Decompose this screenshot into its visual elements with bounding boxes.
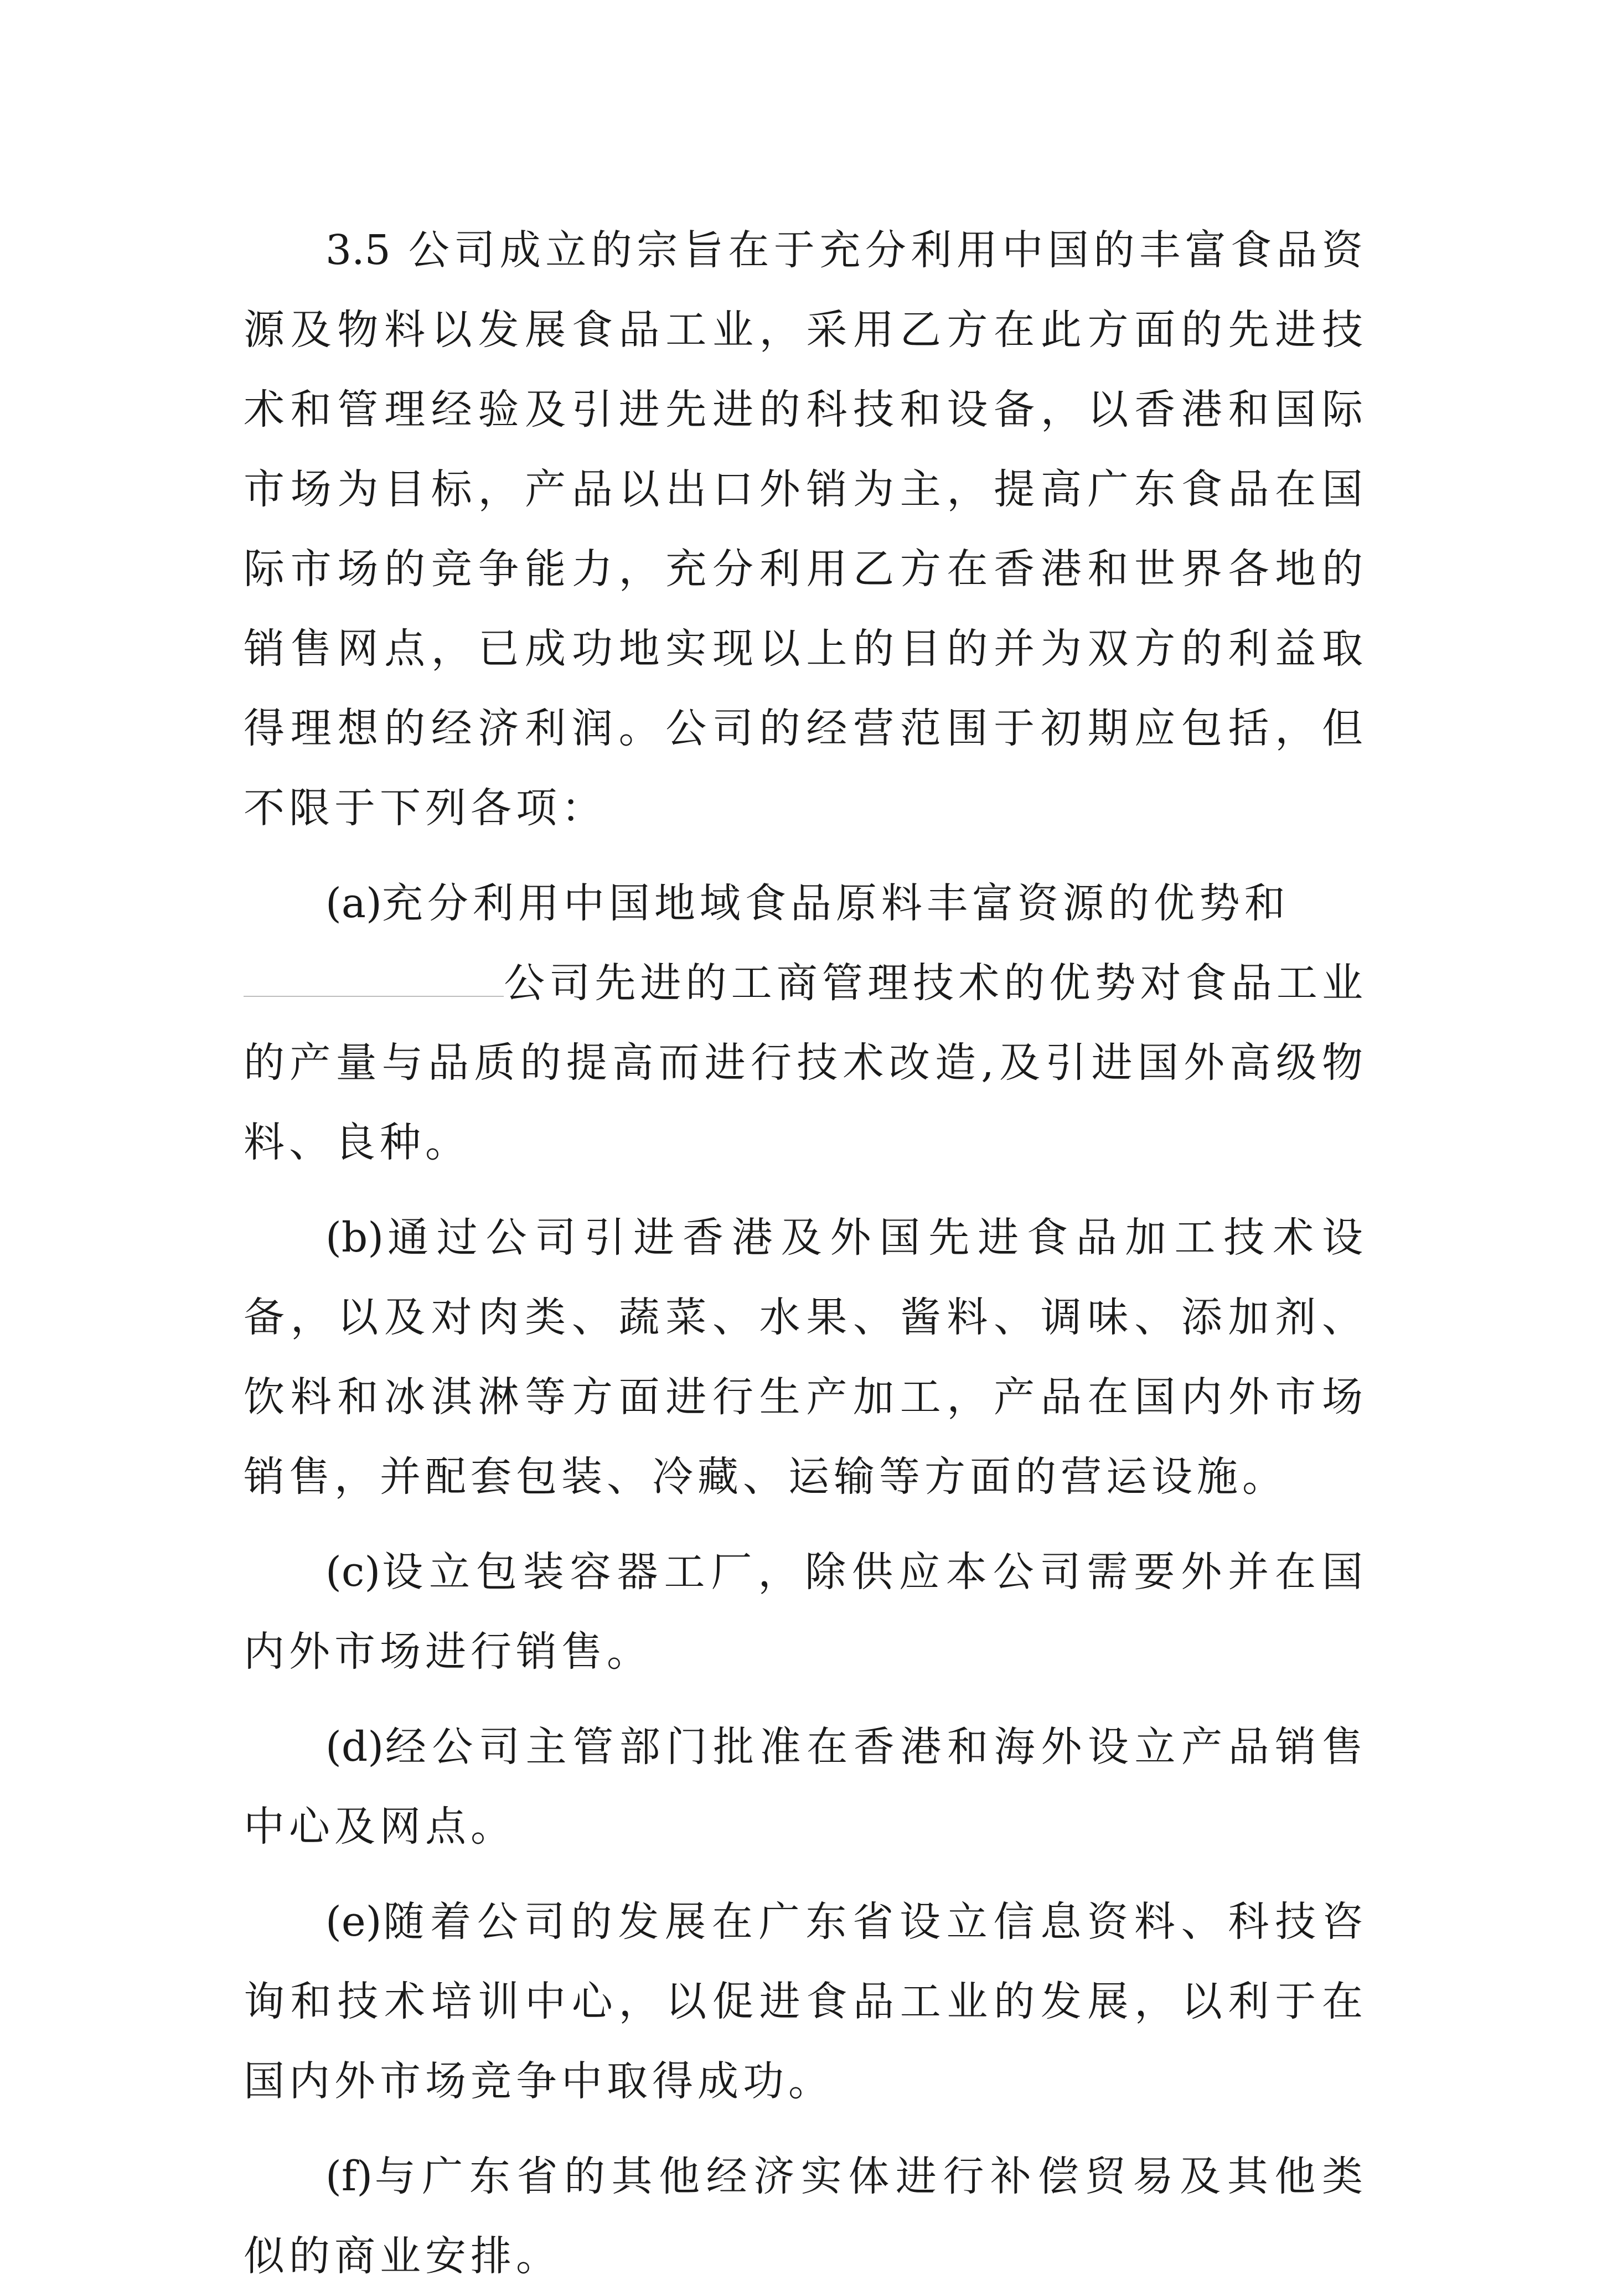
item-e-text: 随着公司的发展在广东省设立信息资料、科技咨询和技术培训中心，以促进食品工业的发展，以利于在国内外市场竞争中取得成功。 [244, 1898, 1367, 2105]
document-body [244, 210, 1367, 2296]
item-d-text: 经公司主管部门批准在香港和海外设立产品销售中心及网点。 [244, 1723, 1367, 1850]
item-a-text-before-blank: 充分利用中国地域食品原料丰富资源的优势和 [381, 880, 1290, 927]
section-3-5-text: 公司成立的宗旨在于充分利用中国的丰富食品资源及物料以发展食品工业，采用乙方在此方面的先进技术和管理经验及引进先进的科技和设备，以香港和国际市场为目标，产品以出口外销为主，提高广东食品在国际市场的竞争能力，充分利用乙方在香港和世界各地的销售网点，已成功地实现以上的目的并为双方的利益取得理想的经济利润。公司的经营范围于初期应包括，但不限于下列各项： [244, 226, 1367, 832]
item-a-label: (a) [325, 880, 382, 927]
item-b-text: 通过公司引进香港及外国先进食品加工技术设备，以及对肉类、蔬菜、水果、酱料、调味、添加剂、饮料和冰淇淋等方面进行生产加工，产品在国内外市场销售，并配套包装、冷藏、运输等方面的营运设施。 [244, 1214, 1367, 1501]
item-b-paragraph [244, 1198, 1367, 1517]
item-d-label: (d) [325, 1723, 384, 1771]
item-f-text: 与广东省的其他经济实体进行补偿贸易及其他类似的商业安排。 [244, 2153, 1367, 2280]
item-b-label: (b) [325, 1214, 384, 1261]
item-e-paragraph [244, 1882, 1367, 2121]
item-f-label: (f) [325, 2153, 373, 2200]
section-number: 3.5 [325, 226, 391, 274]
item-e-label: (e) [325, 1898, 382, 1946]
item-f-paragraph [244, 2137, 1367, 2296]
item-a-text-after-blank: 公司先进的工商管理技术的优势对食品工业的产量与品质的提高而进行技术改造,及引进国外高级物料、良种。 [244, 959, 1367, 1166]
item-c-paragraph [244, 1532, 1367, 1692]
item-a-paragraph [244, 863, 1367, 1182]
fill-in-blank [244, 990, 504, 997]
item-c-label: (c) [325, 1548, 381, 1596]
item-c-text: 设立包装容器工厂，除供应本公司需要外并在国内外市场进行销售。 [244, 1548, 1367, 1676]
item-d-paragraph [244, 1707, 1367, 1866]
section-3-5-paragraph [244, 210, 1367, 848]
